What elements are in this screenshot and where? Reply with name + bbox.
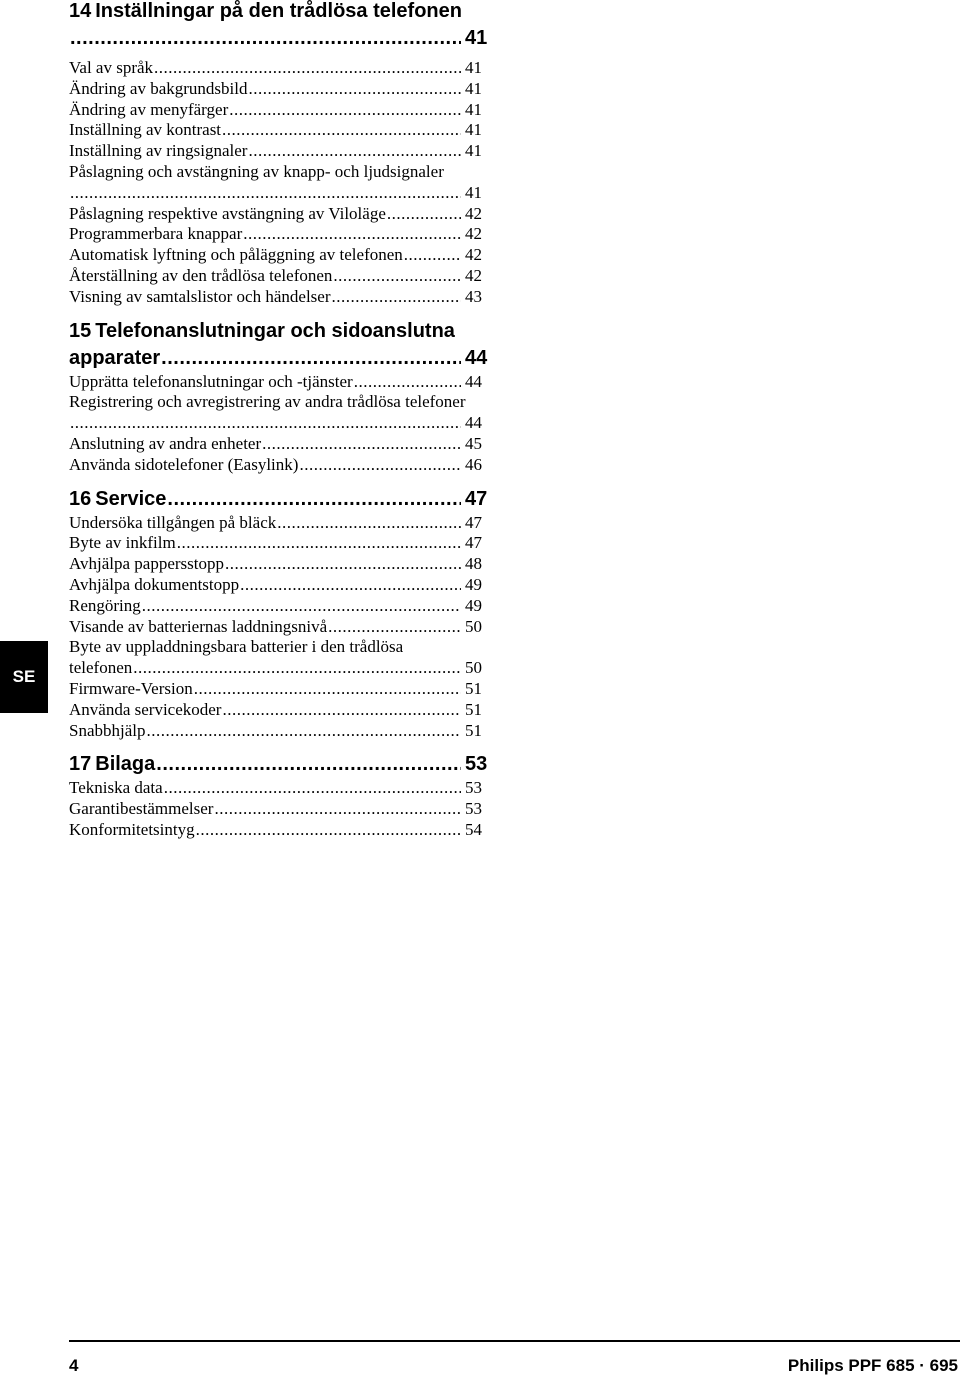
chapter-heading[interactable]: 17 Bilaga ..... 53	[69, 751, 489, 778]
toc-entry[interactable]: Programmerbara knappar ..... 42	[69, 224, 489, 245]
toc-entry[interactable]: Upprätta telefonanslutningar och -tjänster ..... 44	[69, 372, 489, 393]
language-tab-label: SE	[12, 667, 36, 686]
toc-entry[interactable]: Byte av inkfilm ..... 47	[69, 533, 489, 554]
toc-entry[interactable]: Firmware-Version ..... 51	[69, 679, 489, 700]
toc-entry[interactable]: Val av språk ..... 41	[69, 58, 489, 79]
page-number: 4	[69, 1356, 79, 1375]
toc-entry[interactable]: Registrering och avregistrering av andra trådlösa telefoner ..... 44	[69, 392, 489, 434]
toc-entry[interactable]: Visning av samtalslistor och händelser ..... 43	[69, 287, 489, 308]
toc-entry[interactable]: Återställning av den trådlösa telefonen ..... 42	[69, 266, 489, 287]
chapter-heading[interactable]: 15 Telefonanslutningar och sidoanslutna apparater ..... 44	[69, 318, 489, 372]
toc-entry[interactable]: Byte av uppladdningsbara batterier i den trådlösa telefonen ..... 50	[69, 637, 489, 679]
toc-entry[interactable]: Avhjälpa pappersstopp ..... 48	[69, 554, 489, 575]
toc-entry[interactable]: Rengöring ..... 49	[69, 596, 489, 617]
toc-entry[interactable]: Visande av batteriernas laddningsnivå ..... 50	[69, 617, 489, 638]
chapter-heading[interactable]: 16 Service ..... 47	[69, 486, 489, 513]
toc-entry[interactable]: Ändring av bakgrundsbild ..... 41	[69, 79, 489, 100]
toc-entry[interactable]: Använda servicekoder ..... 51	[69, 700, 489, 721]
toc-entry[interactable]: Undersöka tillgången på bläck ..... 47	[69, 513, 489, 534]
toc-entry[interactable]: Inställning av ringsignaler ..... 41	[69, 141, 489, 162]
toc-entry[interactable]: Garantibestämmelser ..... 53	[69, 799, 489, 820]
product-name: Philips PPF 685 · 695	[787, 1356, 958, 1375]
table-of-contents	[69, 0, 489, 841]
toc-entry[interactable]: Ändring av menyfärger ..... 41	[69, 100, 489, 121]
toc-entry[interactable]: Påslagning och avstängning av knapp- och ljudsignaler ..... 41	[69, 162, 489, 204]
toc-entry[interactable]: Påslagning respektive avstängning av Viloläge ..... 42	[69, 204, 489, 225]
toc-entry[interactable]: Anslutning av andra enheter ..... 45	[69, 434, 489, 455]
toc-entry[interactable]: Automatisk lyftning och påläggning av telefonen ..... 42	[69, 245, 489, 266]
toc-entry[interactable]: Avhjälpa dokumentstopp ..... 49	[69, 575, 489, 596]
toc-entry[interactable]: Tekniska data ..... 53	[69, 778, 489, 799]
toc-entry[interactable]: Konformitetsintyg ..... 54	[69, 820, 489, 841]
footer-rule	[69, 1340, 960, 1342]
toc-entry[interactable]: Snabbhjälp ..... 51	[69, 721, 489, 742]
toc-entry[interactable]: Inställning av kontrast ..... 41	[69, 120, 489, 141]
toc-entry[interactable]: Använda sidotelefoner (Easylink) ..... 46	[69, 455, 489, 476]
language-tab	[0, 641, 48, 713]
chapter-heading[interactable]: 14 Inställningar på den trådlösa telefonen ..... 41	[69, 0, 489, 52]
